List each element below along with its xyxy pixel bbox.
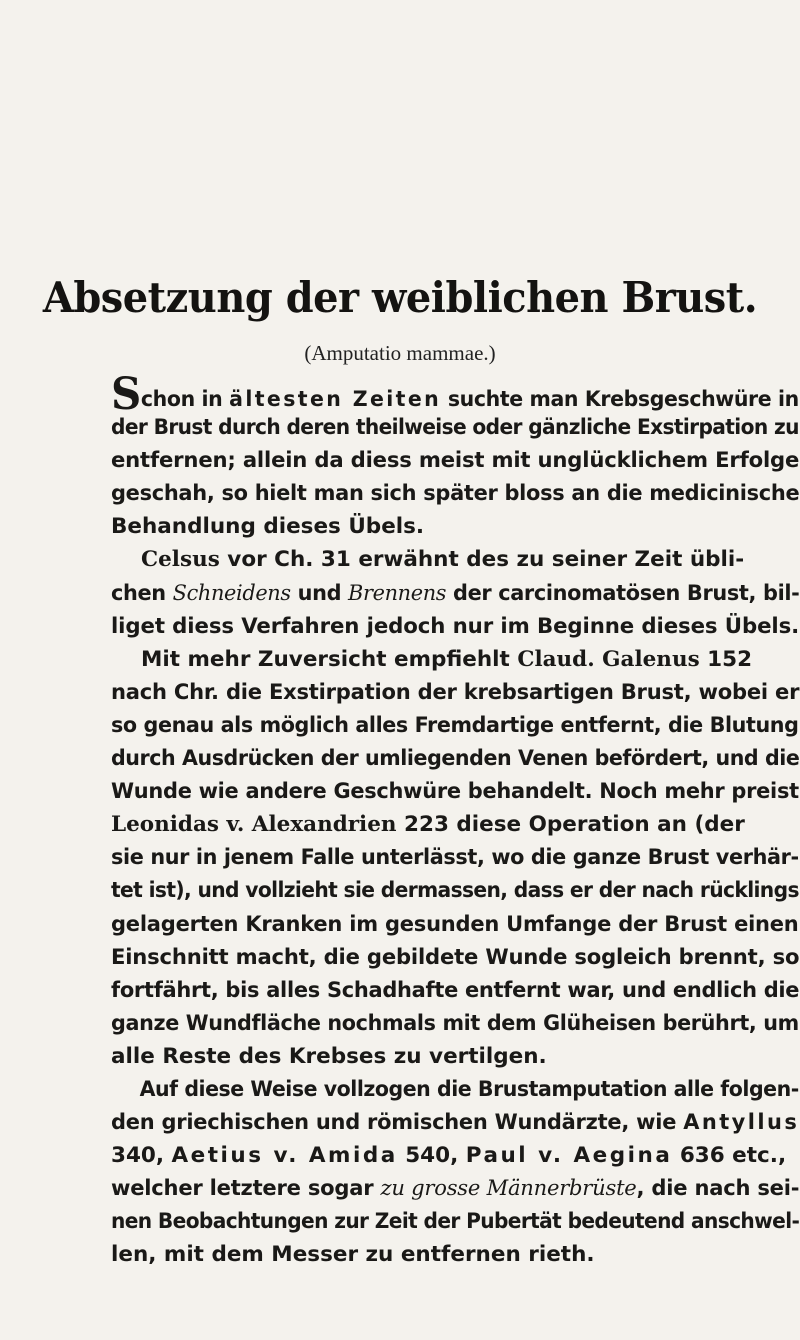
text-line: den griechischen und römischen Wundärzte, wie Antyllus (111, 1110, 800, 1136)
text-line: gelagerten Kranken im gesunden Umfange der Brust einen (111, 911, 799, 937)
page-subtitle: (Amputatio mammae.) (304, 341, 496, 365)
text-line: geschah, so hielt man sich später bloss an die medicinische (111, 481, 800, 507)
text-line: Behandlung dieses Übels. (111, 514, 425, 540)
text-line: sie nur in jenem Falle unterlässt, wo die ganze Brust verhär- (111, 845, 799, 871)
text-line: nen Beobachtungen zur Zeit der Pubertät bedeutend anschwel- (111, 1209, 800, 1235)
text-line: liget diess Verfahren jedoch nur im Beginne dieses Übels. (111, 613, 800, 639)
text-line: alle Reste des Krebses zu vertilgen. (111, 1043, 547, 1069)
text-line: Mit mehr Zuversicht empfiehlt Claud. Galenus 152 (141, 646, 753, 672)
body-text (111, 369, 800, 1272)
page-title: Absetzung der weiblichen Brust. (42, 273, 758, 322)
text-line: ganze Wundfläche nochmals mit dem Glüheisen berührt, um (111, 1010, 799, 1036)
text-line: Schon in ältesten Zeiten suchte man Krebsgeschwüre in (111, 369, 799, 420)
text-line: tet ist), und vollzieht sie dermassen, dass er der nach rücklings (111, 878, 799, 904)
author-name: Paul v. Aegina (465, 1143, 673, 1169)
text-line: welcher letztere sogar zu grosse Männerbrüste, die nach sei- (111, 1176, 800, 1202)
text-line: chen Schneidens und Brennens der carcinomatösen Brust, bil- (111, 580, 800, 606)
text-line: Celsus vor Ch. 31 erwähnt des zu seiner Zeit übli- (141, 547, 745, 573)
text-line: durch Ausdrücken der umliegenden Venen befördert, und die (111, 746, 800, 772)
author-name: Leonidas v. Alexandrien (111, 812, 397, 838)
text-line: so genau als möglich alles Fremdartige entfernt, die Blutung (111, 712, 799, 738)
text-line: der Brust durch deren theilweise oder gänzliche Exstirpation zu (111, 415, 799, 441)
text-line: 340, Aetius v. Amida 540, Paul v. Aegina 636 etc., (111, 1143, 787, 1169)
author-name: Aetius v. Amida (171, 1143, 398, 1169)
drop-cap: S (111, 369, 141, 420)
author-name: Antyllus (683, 1110, 800, 1136)
text-line: fortfährt, bis alles Schadhafte entfernt war, und endlich die (111, 977, 800, 1003)
author-name: Celsus (141, 547, 220, 573)
text-line: nach Chr. die Exstirpation der krebsartigen Brust, wobei er (111, 679, 800, 705)
text-line: Leonidas v. Alexandrien 223 diese Operation an (der (111, 812, 745, 838)
author-name: Claud. Galenus (517, 646, 700, 672)
text-line: Wunde wie andere Geschwüre behandelt. Noch mehr preist (111, 779, 799, 805)
text-line: entfernen; allein da diess meist mit unglücklichem Erfolge (111, 448, 800, 474)
text-line: Auf diese Weise vollzogen die Brustamputation alle folgen- (139, 1076, 799, 1102)
text-line: Einschnitt macht, die gebildete Wunde sogleich brennt, so (111, 944, 800, 970)
text-line: len, mit dem Messer zu entfernen rieth. (111, 1242, 595, 1268)
